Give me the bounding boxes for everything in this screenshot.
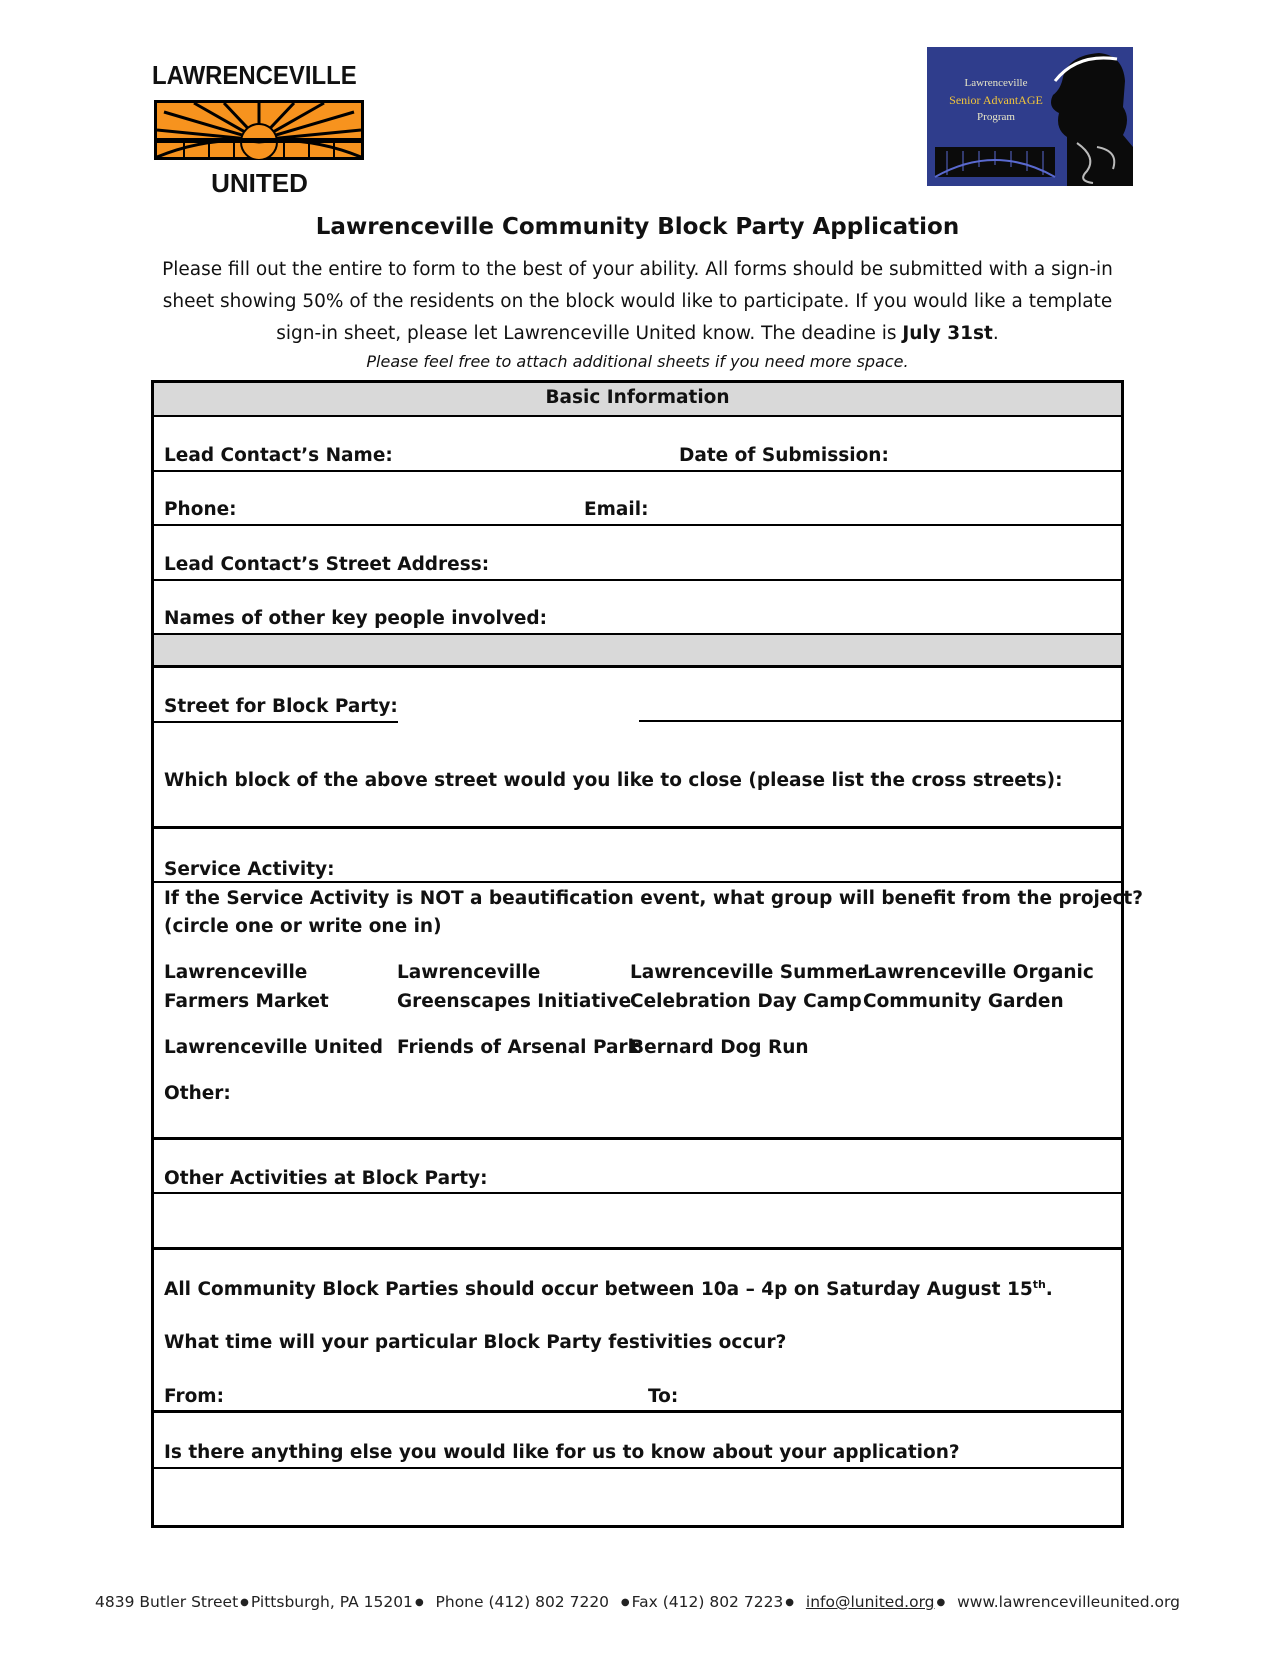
divider: [154, 415, 1121, 417]
logo-bottom-text: UNITED: [211, 168, 308, 198]
address-field[interactable]: [154, 579, 1121, 581]
other-label: Other:: [164, 1083, 231, 1104]
service-question: If the Service Activity is NOT a beautification event, what group will benefit from the project?: [164, 888, 1143, 909]
senior-advantage-logo: [927, 47, 1133, 186]
timing-info: All Community Block Parties should occur between 10a – 4p on Saturday August 15th.: [164, 1277, 1053, 1300]
address-label: Lead Contact’s Street Address:: [164, 554, 490, 575]
time-field[interactable]: [154, 1410, 1121, 1413]
group-option[interactable]: Friends of Arsenal Park: [397, 1037, 640, 1058]
service-activity-label: Service Activity:: [164, 859, 335, 880]
service-activity-field[interactable]: [154, 881, 1121, 883]
sunrise-bridge-icon: [154, 100, 364, 160]
lawrenceville-united-logo: [152, 60, 367, 200]
section-header: Basic Information: [545, 387, 730, 408]
lead-name-field[interactable]: [154, 470, 1121, 472]
intro-paragraph: Please fill out the entire to form to the best of your ability. All forms should be submitted with a sign-in sheet showing 50% of the residents on the block would like to participate. If you would like a template sign-in sheet, please let Lawrenceville United know. The deadine is July 31st.: [162, 259, 1113, 344]
group-option[interactable]: Bernard Dog Run: [630, 1037, 809, 1058]
anything-else-field[interactable]: [154, 1467, 1121, 1469]
street-field-right[interactable]: [639, 720, 1121, 722]
phone-label: Phone:: [164, 499, 237, 520]
footer-contact: 4839 Butler Street ● Pittsburgh, PA 15201 ● Phone (412) 802 7220 ● Fax (412) 802 7223 ● info@lunited.org ● www.lawrencevilleunited.org: [95, 1593, 1180, 1611]
footer-email-link[interactable]: info@lunited.org: [805, 1593, 935, 1611]
gray-separator-bar: [154, 635, 1121, 665]
divider: [154, 665, 1121, 668]
street-field-left[interactable]: [154, 721, 398, 723]
group-option[interactable]: Lawrenceville Summer Celebration Day Camp: [630, 962, 867, 1012]
to-label: To:: [648, 1386, 679, 1407]
street-label: Street for Block Party:: [164, 696, 398, 717]
group-option[interactable]: Lawrenceville Organic Community Garden: [863, 962, 1094, 1012]
other-activities-field[interactable]: [154, 1192, 1121, 1194]
application-form: [151, 380, 1143, 1528]
email-label: Email:: [584, 499, 649, 520]
lead-name-label: Lead Contact’s Name:: [164, 445, 393, 466]
from-label: From:: [164, 1386, 224, 1407]
divider: [154, 1137, 1121, 1140]
divider: [154, 1247, 1121, 1250]
phone-field[interactable]: [154, 524, 1121, 526]
attachment-note: Please feel free to attach additional sheets if you need more space.: [366, 352, 909, 371]
logo-top-text: LAWRENCEVILLE: [152, 60, 357, 90]
footer-website[interactable]: www.lawrencevilleunited.org: [957, 1593, 1180, 1611]
block-label: Which block of the above street would you like to close (please list the cross streets):: [164, 770, 1063, 791]
deadline-date: July 31st: [902, 323, 993, 344]
divider: [154, 826, 1121, 829]
logo-program-text: Lawrenceville Senior AdvantAGE Program: [949, 77, 1043, 123]
date-label: Date of Submission:: [679, 445, 889, 466]
page-title: Lawrenceville Community Block Party Application: [315, 214, 960, 240]
time-question: What time will your particular Block Party festivities occur?: [164, 1332, 787, 1353]
other-activities-label: Other Activities at Block Party:: [164, 1168, 488, 1189]
group-option[interactable]: Lawrenceville United: [164, 1037, 383, 1058]
group-option[interactable]: Lawrenceville Greenscapes Initiative: [397, 962, 632, 1012]
anything-else-label: Is there anything else you would like for us to know about your application?: [164, 1442, 960, 1463]
group-option[interactable]: Lawrenceville Farmers Market: [164, 962, 329, 1012]
key-people-label: Names of other key people involved:: [164, 608, 548, 629]
service-hint: (circle one or write one in): [164, 916, 442, 937]
